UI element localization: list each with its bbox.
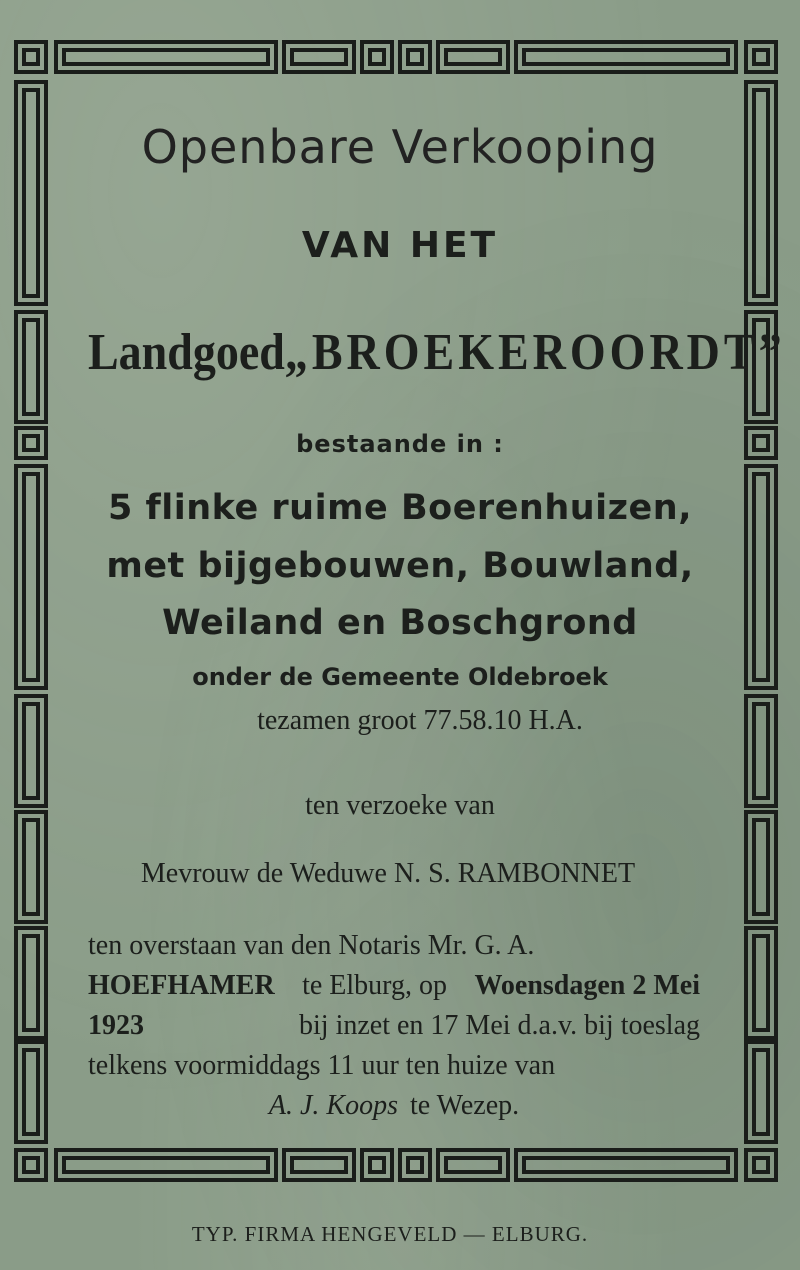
details-row-2 <box>88 966 700 1006</box>
venue-host: A. J. Koops <box>268 1090 398 1121</box>
details-row-4: telkens voormiddags 11 uur ten huize van <box>88 1050 556 1081</box>
details-row-3 <box>88 1006 700 1046</box>
venue-location: te Wezep. <box>409 1090 520 1121</box>
details-row-1: ten overstaan van den Notaris Mr. G. A. <box>88 930 535 961</box>
auction-year: 1923 <box>88 1010 144 1041</box>
poster-subtitle: VAN HET <box>301 225 499 266</box>
auction-details <box>88 926 700 1126</box>
size-line: tezamen groot 77.58.10 H.A. <box>257 705 583 736</box>
details-row-3-rest: bij inzet en 17 Mei d.a.v. bij toeslag <box>299 1010 700 1041</box>
printer-credit: TYP. FIRMA HENGEVELD — ELBURG. <box>191 1222 589 1246</box>
estate-prefix: Landgoed <box>88 323 285 381</box>
consisting-of-label: bestaande in : <box>296 430 504 458</box>
notary-location: te Elburg, op <box>302 970 448 1001</box>
property-line-2: met bijgebouwen, Bouwland, <box>106 546 694 586</box>
request-line: ten verzoeke van <box>305 790 495 821</box>
poster-title: Openbare Verkooping <box>141 120 659 174</box>
requester-line: Mevrouw de Weduwe N. S. RAMBONNET <box>140 858 636 889</box>
estate-name: „BROEKEROORDT” <box>284 323 786 381</box>
municipality-line: onder de Gemeente Oldebroek <box>192 663 608 691</box>
details-row-5 <box>88 1086 700 1126</box>
notary-name: HOEFHAMER <box>88 970 275 1001</box>
property-line-3: Weiland en Boschgrond <box>162 603 638 643</box>
estate-heading <box>88 322 786 381</box>
property-line-1: 5 flinke ruime Boerenhuizen, <box>107 488 693 528</box>
auction-date: Woensdagen 2 Mei <box>474 970 700 1001</box>
